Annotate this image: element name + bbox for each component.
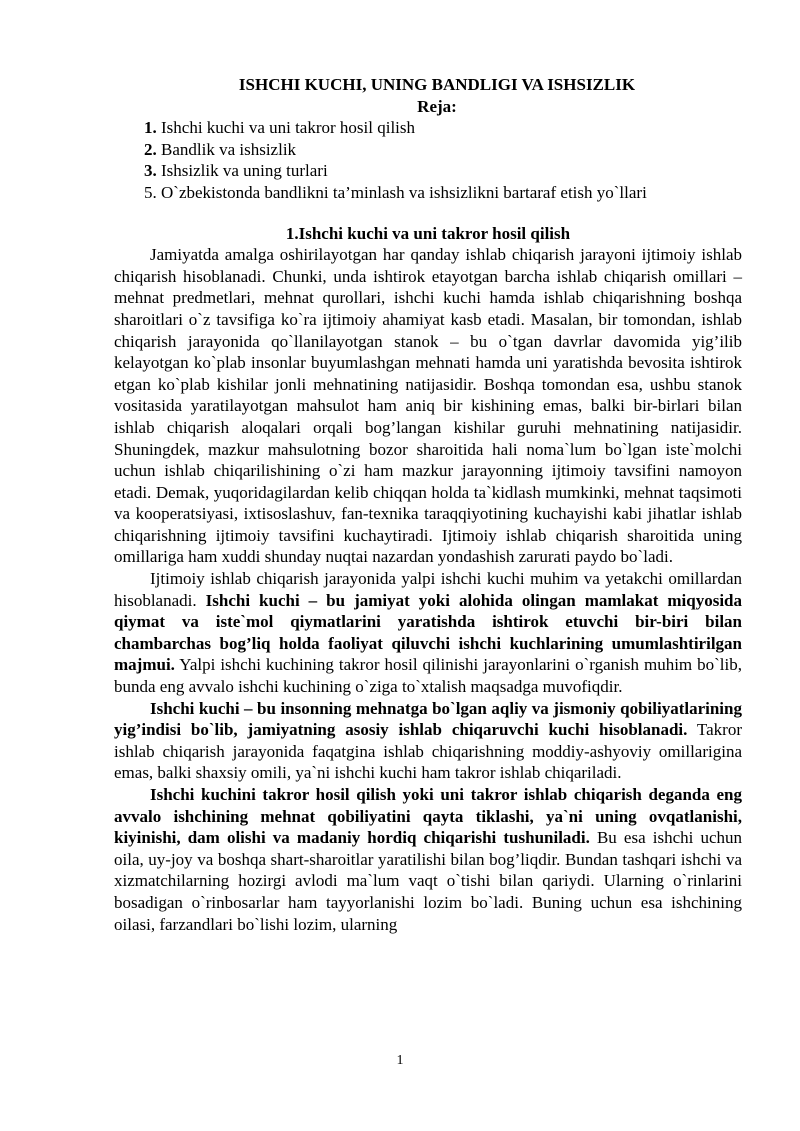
paragraph-text: Yalpi ishchi kuchining takror hosil qilinishi jarayonlarini o`rganish muhim bo`lib, bunda eng avvalo ishchi kuchining o`ziga to`xtalish maqsadga muvofiqdir.	[114, 655, 742, 697]
plan-item	[144, 139, 742, 161]
plan-item	[144, 117, 742, 139]
plan-item-number: 1.	[144, 118, 157, 138]
plan-item-text: Bandlik va ishsizlik	[156, 139, 297, 159]
definition-bold: Ishchi kuchi – bu insonning mehnatga bo`lgan aqliy va jismoniy qobiliyatlarining yig’indisi bo`lib, jamiyatning asosiy ishlab chiqaruvchi kuchi hisoblanadi.	[114, 698, 742, 740]
definition-bold: Ishchi kuchini takror hosil qilish yoki uni takror ishlab chiqarish deganda eng avvalo ishchining mehnat qobiliyatini qayta tiklashi, ya`ni uning ovqatlanishi, kiyinishi, dam olishi va madaniy hordiq chiqarishi tushuniladi.	[114, 785, 742, 848]
document-page	[114, 74, 742, 935]
plan-item-text: Ishsizlik va uning turlari	[156, 161, 328, 181]
plan-list	[114, 117, 742, 203]
plan-item-number: 3.	[144, 161, 157, 181]
definition-bold: Ishchi kuchi – bu jamiyat yoki alohida olingan mamlakat miqyosida qiymat va iste`mol qiymatlarini yaratishda ishtirok etuvchi bir-biri bilan chambarchas bog’liq holda faoliyat qiluvchi ishchi kuchlarining umumlashtirilgan majmui.	[114, 590, 742, 675]
paragraph-text: Bu esa ishchi uchun oila, uy-joy va boshqa shart-sharoitlar yaratilishi bilan bog’liqdir. Bundan tashqari ishchi va xizmatchilarning hozirgi avlodi ma`lum vaqt o`tishi bilan qariydi. Ularning o`rinlarini bosadigan o`rinbosarlar ham tayyorlanishi lozim bo`ladi. Buning uchun esa ishchining oilasi, farzandlari bo`lishi lozim, ularning	[114, 828, 742, 934]
plan-item	[144, 160, 742, 182]
plan-item	[144, 182, 742, 204]
document-title: ISHCHI KUCHI, UNING BANDLIGI VA ISHSIZLIK	[238, 75, 636, 94]
paragraph-2	[114, 568, 742, 698]
plan-item-text: Ishchi kuchi va uni takror hosil qilish	[156, 118, 416, 138]
paragraph-3	[114, 698, 742, 784]
plan-item-number: 5.	[144, 182, 157, 202]
plan-item-text: O`zbekistonda bandlikni ta’minlash va ishsizlikni bartaraf etish yo`llari	[156, 182, 647, 202]
paragraph-text: Takror ishlab chiqarish jarayonida faqatgina ishlab chiqarishning moddiy-ashyoviy omillarigina emas, balki shaxsiy omili, ya`ni ishchi kuchi ham takror ishlab chiqariladi.	[114, 720, 742, 783]
paragraph-1: Jamiyatda amalga oshirilayotgan har qanday ishlab chiqarish jarayoni ijtimoiy ishlab chiqarish hisoblanadi. Chunki, unda ishtirok etayotgan barcha ishlab chiqarish omillari – mehnat predmetlari, mehnat qurollari, ishchi kuchi hamda ishlab chiqarishning boshqa sharoitlari o`z tavsifiga ko`ra ijtimoiy ahamiyat kasb etadi. Masalan, bir tomondan, ishlab chiqarish jarayonida qo`llanilayotgan stanok – bu o`tgan davrlar davomida yig’ilib kelayotgan ko`plab insonlar buyumlashgan mehnati hamda uni yaratishda bevosita ishtirok etgan ko`plab kishilar jonli mehnatining natijasidir. Boshqa tomondan esa, ushbu stanok vositasida yaratilayotgan mahsulot ham aniq bir kishining emas, balki bir-birlari bilan ishlab chiqarish aloqalari orqali bog’langan kishilar guruhi mehnatining natijasidir. Shuningdek, mazkur mahsulotning bozor sharoitida hali noma`lum bo`lgan iste`molchi uchun ishlab chiqarilishining o`zi ham mazkur jarayonning ijtimoiy tavsifini namoyon etadi. Demak, yuqoridagilardan kelib chiqqan holda ta`kidlash mumkinki, mehnat taqsimoti va kooperatsiyasi, ixtisoslashuv, fan-texnika taraqqiyotining kuchayishi kabi jihatlar ishlab chiqarishning ijtimoiy tavsifini kuchaytiradi. Ijtimoiy ishlab chiqarish sharoitida uning omillariga ham xuddi shunday nuqtai nazardan yondashish zarurati paydo bo`ladi.	[114, 245, 742, 567]
plan-heading: Reja:	[417, 96, 457, 116]
paragraph-text: Ijtimoiy ishlab chiqarish jarayonida yalpi ishchi kuchi muhim va yetakchi omillardan hisoblanadi.	[114, 569, 742, 610]
plan-item-number: 2.	[144, 139, 157, 159]
page-number: 1	[396, 1053, 404, 1068]
paragraph-4	[114, 784, 742, 935]
section-heading: 1.Ishchi kuchi va uni takror hosil qilish	[285, 223, 571, 243]
